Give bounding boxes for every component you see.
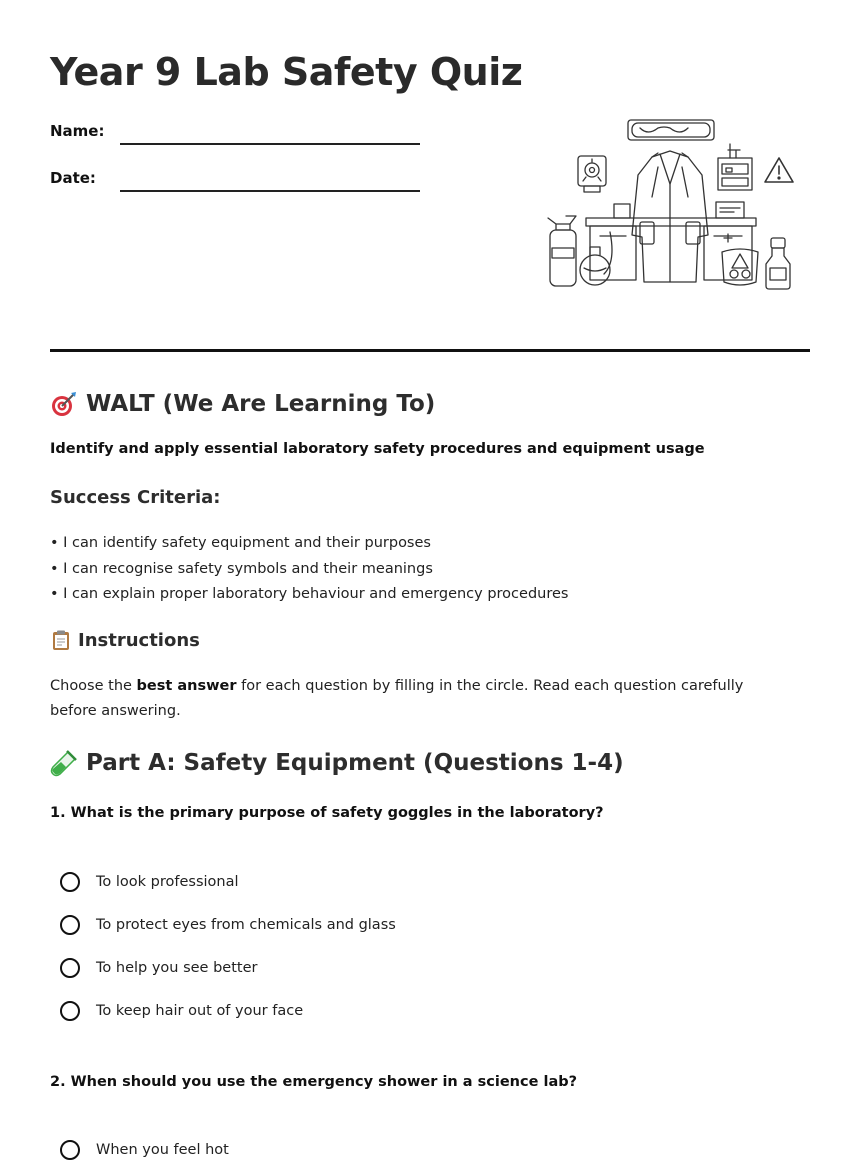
date-label: Date: <box>50 169 96 187</box>
date-field[interactable] <box>120 190 420 192</box>
success-criteria-list <box>50 533 568 610</box>
safety-goggles-icon <box>628 120 714 140</box>
instructions-text <box>50 674 790 724</box>
option-label: To look professional <box>96 874 239 890</box>
radio-circle[interactable] <box>60 915 80 935</box>
walt-heading-text: WALT (We Are Learning To) <box>86 391 436 417</box>
lab-coat-icon <box>632 151 708 282</box>
option-label: To keep hair out of your face <box>96 1003 304 1019</box>
walt-heading <box>50 390 435 418</box>
question-1-option-d[interactable] <box>60 998 303 1024</box>
radio-circle[interactable] <box>60 1001 80 1021</box>
walt-objective: Identify and apply essential laboratory safety procedures and equipment usage <box>50 441 705 457</box>
option-label: To protect eyes from chemicals and glass <box>96 917 396 933</box>
page-title: Year 9 Lab Safety Quiz <box>50 50 523 94</box>
section-divider <box>50 349 810 352</box>
instructions-text-emphasis: best answer <box>136 678 237 694</box>
question-2-option-a[interactable] <box>60 1137 229 1163</box>
name-field[interactable] <box>120 143 420 145</box>
instructions-text-start: Choose the <box>50 678 137 694</box>
instructions-heading-text: Instructions <box>78 629 200 651</box>
question-1: 1. What is the primary purpose of safety goggles in the laboratory? <box>50 805 604 821</box>
radio-circle[interactable] <box>60 872 80 892</box>
list-item: • I can explain proper laboratory behaviour and emergency procedures <box>50 586 569 602</box>
list-item: • I can identify safety equipment and their purposes <box>50 535 431 551</box>
clipboard-icon <box>50 629 72 651</box>
radio-circle[interactable] <box>60 1140 80 1160</box>
chemical-bottle-icon <box>766 238 790 289</box>
round-flask-icon <box>580 247 610 285</box>
question-1-option-a[interactable] <box>60 869 239 895</box>
success-criteria-heading-text: Success Criteria: <box>50 487 221 508</box>
question-2: 2. When should you use the emergency shower in a science lab? <box>50 1074 578 1090</box>
warning-sign-icon <box>765 158 793 182</box>
lab-instrument-icon <box>718 144 752 190</box>
lab-equipment-illustration <box>540 112 800 297</box>
radio-circle[interactable] <box>60 958 80 978</box>
instructions-heading <box>50 629 200 651</box>
part-a-heading-text: Part A: Safety Equipment (Questions 1-4) <box>86 750 624 776</box>
target-dart-icon <box>50 390 78 418</box>
biohazard-sign-icon <box>578 156 606 192</box>
name-label: Name: <box>50 122 105 140</box>
question-1-option-b[interactable] <box>60 912 396 938</box>
option-label: When you feel hot <box>96 1142 229 1158</box>
option-label: To help you see better <box>96 960 258 976</box>
test-tube-icon <box>50 749 78 777</box>
part-a-heading <box>50 749 624 777</box>
success-criteria-heading <box>50 487 220 508</box>
list-item: • I can recognise safety symbols and their meanings <box>50 560 433 577</box>
question-1-option-c[interactable] <box>60 955 257 981</box>
instructions-text-end: for each question by filling in the circle. Read each question carefully before answering. <box>50 678 744 719</box>
